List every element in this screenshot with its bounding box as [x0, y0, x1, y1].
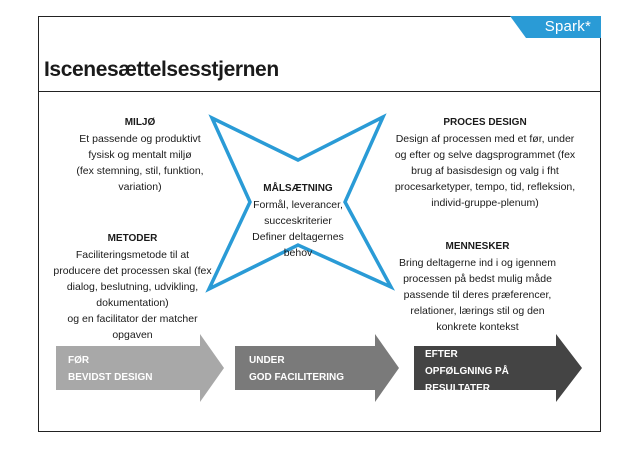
block-line: dokumentation)	[96, 297, 169, 309]
block-line: processen på bedst mulig måde	[403, 273, 552, 285]
block-line: succeskriterier	[264, 215, 332, 227]
block-line: (fex stemning, stil, funktion,	[76, 165, 204, 177]
block-line: dialog, beslutning, udvikling,	[66, 281, 199, 293]
block-line: brug af basisdesign og valg i fht	[411, 165, 559, 177]
arrow-line: GOD FACILITERING	[249, 372, 344, 383]
arrow-label-under	[249, 352, 344, 386]
block-line: fysisk og mentalt miljø	[88, 149, 192, 161]
block-line: og en facilitator der matcher	[67, 313, 198, 325]
block-line: Et passende og produktivt	[79, 133, 201, 145]
block-line: konkrete kontekst	[436, 321, 519, 333]
block-line: og efter og selve dagsprogrammet (fex	[394, 149, 576, 161]
block-line: Definer deltagernes	[252, 231, 344, 243]
block-line: Design af processen med et før, under	[395, 133, 575, 145]
block-line: procesarketyper, tempo, tid, refleksion,	[394, 181, 576, 193]
arrow-label-for	[68, 352, 152, 386]
page-title: Iscenesættelsesstjernen	[44, 58, 279, 81]
arrow-line: BEVIDST DESIGN	[68, 372, 153, 383]
block-line: relationer, lærings stil og den	[410, 305, 545, 317]
arrow-line: EFTER	[425, 349, 458, 360]
arrow-label-efter	[425, 346, 509, 397]
brand-name: Spark*	[544, 18, 591, 35]
block-line: producere det processen skal (fex	[53, 265, 212, 277]
block-heading: MILJØ	[124, 117, 156, 128]
arrow-line: OPFØLGNING PÅ	[425, 366, 509, 377]
block-heading: METODER	[107, 233, 158, 244]
block-line: opgaven	[112, 329, 153, 341]
block-heading: MENNESKER	[445, 241, 510, 252]
block-line: individ-gruppe-plenum)	[431, 197, 539, 209]
block-heading: MÅLSÆTNING	[263, 183, 333, 194]
block-line: passende til deres præferencer,	[403, 289, 552, 301]
arrow-line: UNDER	[249, 355, 285, 366]
arrow-line: RESULTATER	[425, 383, 490, 394]
block-line: variation)	[118, 181, 162, 193]
block-line: behov	[283, 247, 313, 259]
arrow-line: FØR	[68, 355, 90, 366]
block-line: Formål, leverancer,	[253, 199, 343, 211]
block-heading: PROCES DESIGN	[443, 117, 527, 128]
block-line: Bring deltagerne ind i og igennem	[398, 257, 557, 269]
block-line: Faciliteringsmetode til at	[75, 249, 190, 261]
